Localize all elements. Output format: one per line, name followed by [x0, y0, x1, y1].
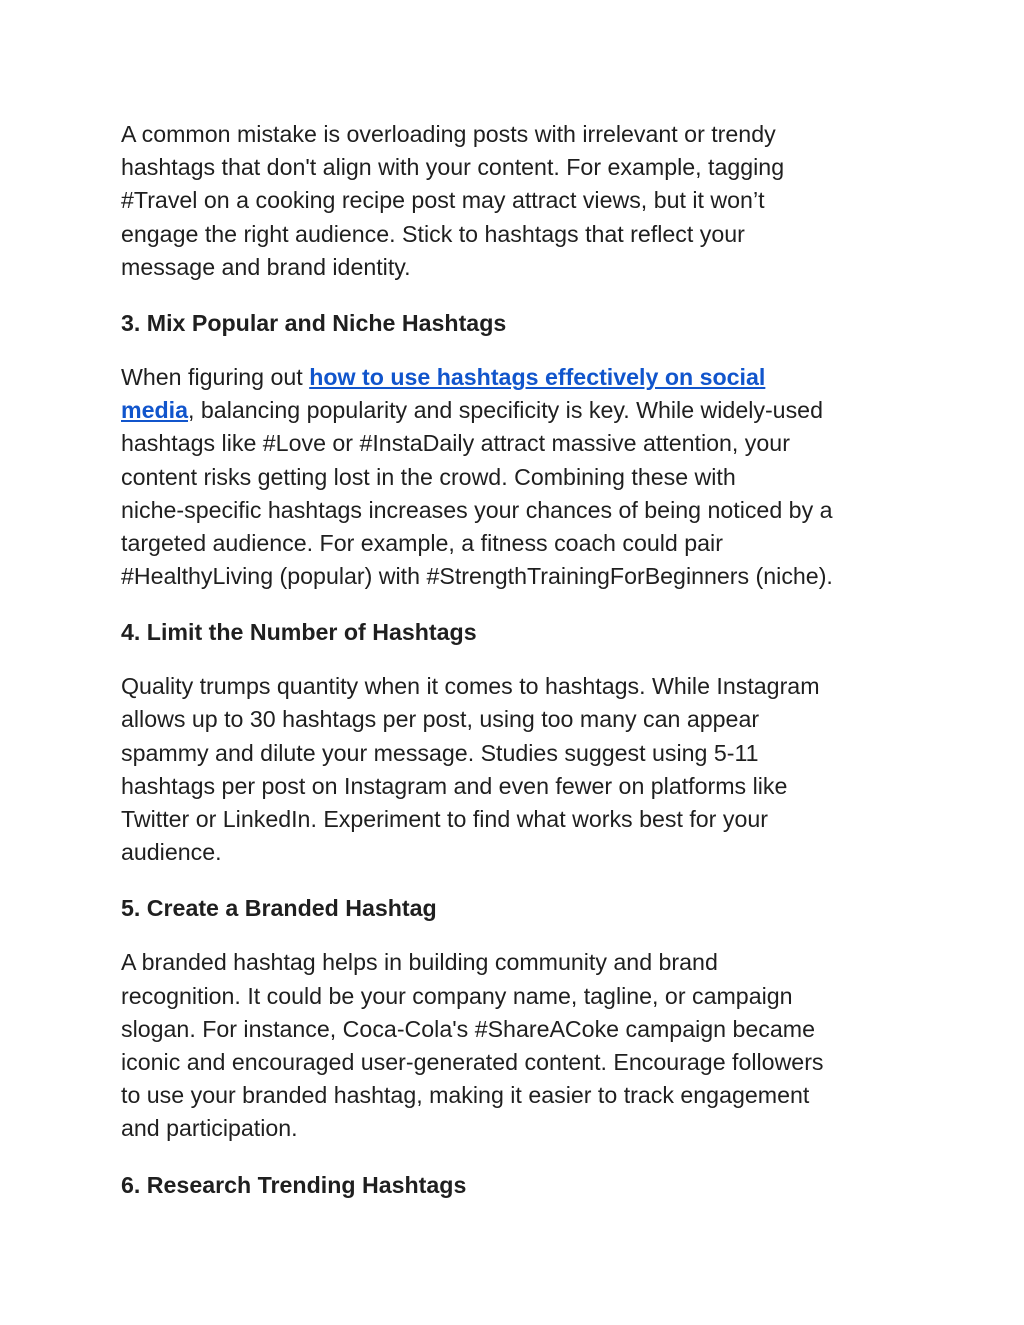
text-line: hashtags per post on Instagram and even fewer on platforms like [121, 772, 788, 799]
text-line: message and brand identity. [121, 253, 411, 280]
text-line: spammy and dilute your message. Studies suggest using 5-11 [121, 739, 759, 766]
text-line: content risks getting lost in the crowd. Combining these with [121, 463, 736, 490]
paragraph-irrelevant-hashtags [121, 118, 906, 284]
text-line: recognition. It could be your company name, tagline, or campaign [121, 982, 793, 1009]
text-line: engage the right audience. Stick to hashtags that reflect your [121, 220, 745, 247]
text-span: When figuring out [121, 363, 310, 390]
text-line: A branded hashtag helps in building community and brand [121, 949, 718, 976]
paragraph-limit-hashtags [121, 670, 906, 869]
text-line: audience. [121, 839, 222, 866]
text-line [121, 361, 906, 394]
document-page [121, 118, 906, 1202]
text-line: Quality trumps quantity when it comes to hashtags. While Instagram [121, 673, 820, 700]
text-line: targeted audience. For example, a fitness coach could pair [121, 529, 723, 556]
text-line: iconic and encouraged user-generated content. Encourage followers [121, 1048, 824, 1075]
heading-limit-number: 4. Limit the Number of Hashtags [121, 619, 477, 646]
text-line: slogan. For instance, Coca-Cola's #ShareACoke campaign became [121, 1015, 815, 1042]
hashtag-guide-link[interactable]: how to use hashtags effectively on social [309, 363, 766, 390]
hashtag-guide-link-continued[interactable]: media [121, 397, 189, 424]
text-line: A common mistake is overloading posts with irrelevant or trendy [121, 121, 776, 147]
text-line: #Travel on a cooking recipe post may attract views, but it won’t [121, 187, 765, 214]
text-line: #HealthyLiving (popular) with #StrengthTrainingForBeginners (niche). [121, 563, 833, 590]
heading-branded-hashtag: 5. Create a Branded Hashtag [121, 895, 437, 922]
heading-mix-popular-niche: 3. Mix Popular and Niche Hashtags [121, 309, 507, 336]
text-line: and participation. [121, 1115, 298, 1142]
text-line: allows up to 30 hashtags per post, using too many can appear [121, 706, 760, 733]
paragraph-branded-hashtag [121, 946, 906, 1145]
heading-research-trending: 6. Research Trending Hashtags [121, 1171, 467, 1198]
text-line: to use your branded hashtag, making it easier to track engagement [121, 1082, 810, 1109]
text-line: niche-specific hashtags increases your chances of being noticed by a [121, 496, 833, 523]
text-line: hashtags like #Love or #InstaDaily attract massive attention, your [121, 430, 790, 457]
text-line: Twitter or LinkedIn. Experiment to find what works best for your [121, 806, 768, 832]
paragraph-mix-hashtags [121, 361, 906, 593]
text-span: , balancing popularity and specificity is key. While widely-used [188, 397, 823, 424]
text-line: hashtags that don't align with your content. For example, tagging [121, 154, 785, 181]
text-line [121, 394, 906, 427]
